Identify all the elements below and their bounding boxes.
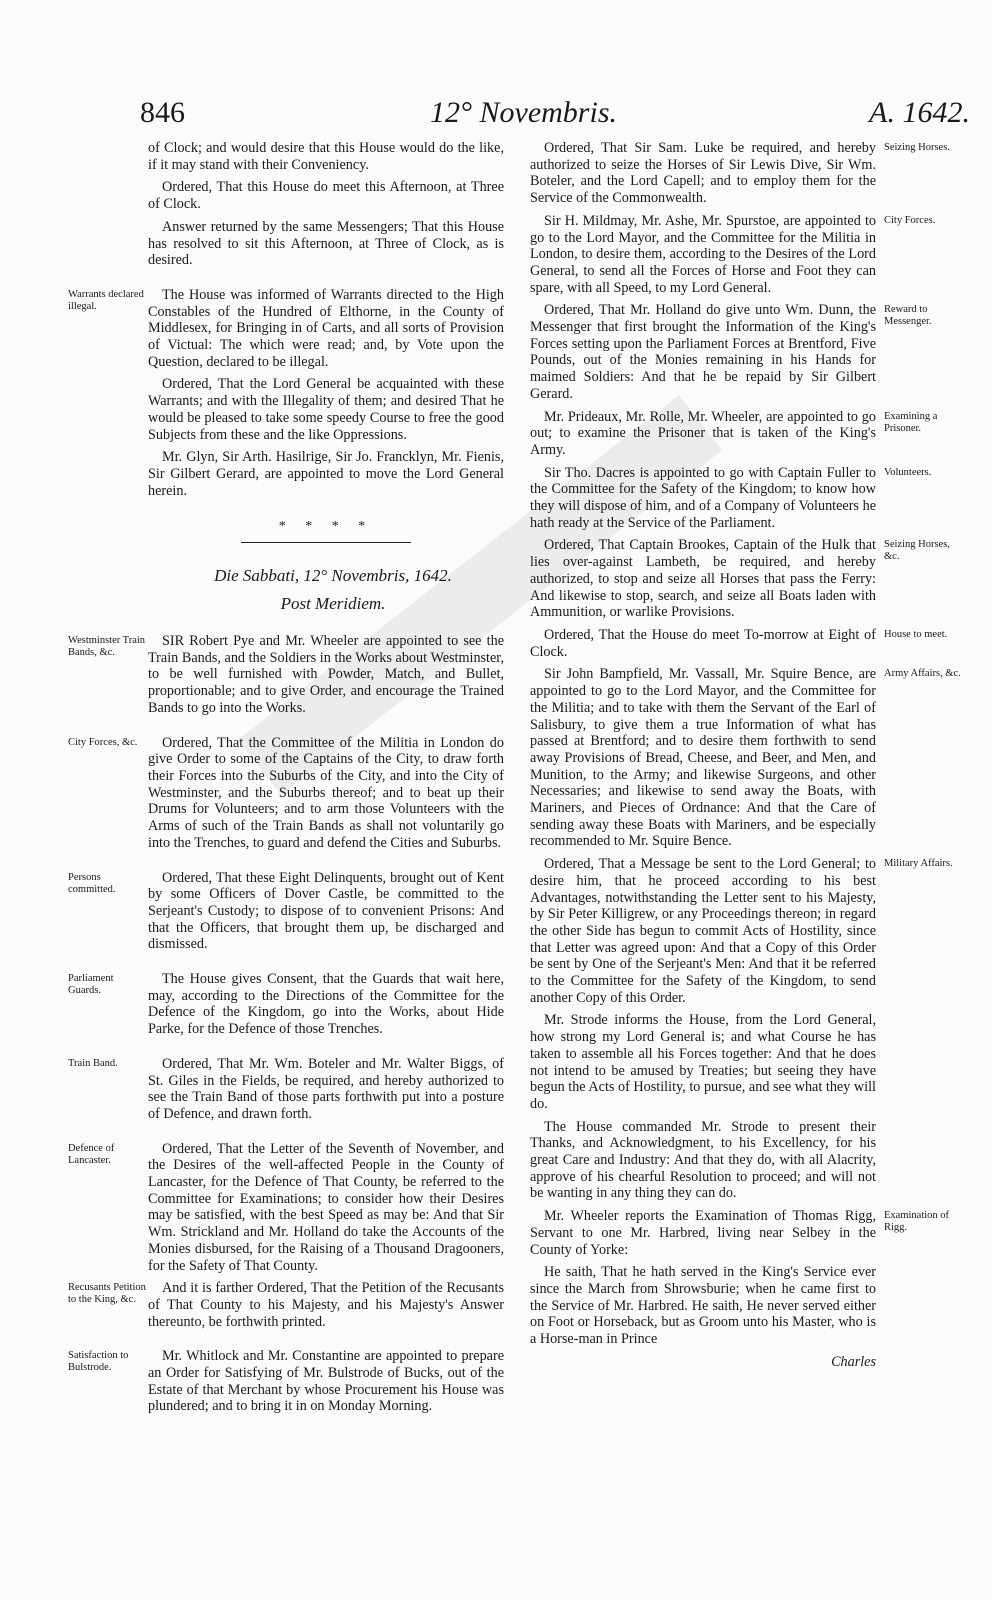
paragraph: Mr. Strode informs the House, from the Lord General, how strong my Lord General is; and what Course he has taken to assemble all his Forces together: And that he does not intend to be amused by Treaties; but seeing they have begun the Acts of Hostility, to pursue, and see what they will do. xyxy=(530,1012,876,1112)
stars-divider: * * * * xyxy=(278,519,374,535)
entry-block xyxy=(68,286,504,499)
margin-note: City Forces. xyxy=(884,214,936,226)
margin-note: Seizing Horses. xyxy=(884,142,950,153)
paragraph: Ordered, That Mr. Wm. Boteler and Mr. Walter Biggs, of St. Giles in the Fields, be required, and hereby authorized to see the Train Band of those parts forthwith put into a posture of Defence, and drawn forth. xyxy=(148,1055,504,1122)
entry-block xyxy=(530,1208,950,1348)
entry-block xyxy=(68,1140,504,1275)
margin-note: Volunteers. xyxy=(884,466,932,478)
entry-block xyxy=(530,626,948,660)
paragraph: Sir H. Mildmay, Mr. Ashe, Mr. Spurstoe, are appointed to go to the Lord Mayor, and the Committee for the Militia in London, to desire them, according to the Desires of the Lord General, to send all the Forces of Horse and Foot they can spare, with all Speed, to my Lord General. xyxy=(530,212,876,296)
paragraph: Ordered, That this House do meet this Afternoon, at Three of Clock. xyxy=(148,179,504,213)
running-head: 12° Novembris. xyxy=(430,96,617,129)
paragraph: Ordered, That a Message be sent to the Lord General; to desire him, that he proceed according to his best Advantages, notwithstanding the Letter sent to his Majesty, by Sir Peter Killigrew, or any Proceedings thereon; in regard the other Side has begun to commit Acts of Hostility, since that Letter was agreed upon: And that a Copy of this Order be sent by One of the Serjeant's Men: And that it be referred to the Committee for the Safety of the Kingdom, to send another Copy of this Order. xyxy=(530,856,876,1006)
paragraph: And it is farther Ordered, That the Petition of the Recusants of That County to his Majesty, and his Majesty's Answer thereunto, be forthwith printed. xyxy=(148,1280,504,1330)
paragraph: Mr. Wheeler reports the Examination of Thomas Rigg, Servant to one Mr. Harbred, living near Selbey in the County of Yorke: xyxy=(530,1208,876,1258)
paragraph: Ordered, That Captain Brookes, Captain of the Hulk that lies over-against Lambeth, be required, and hereby authorized, to stop and seize all Horses that pass the Ferry: And likewise to stop, search, and seize all Boats laden with Ammunition, or warlike Provisions. xyxy=(530,537,876,621)
entry-block xyxy=(530,140,950,207)
margin-note: Military Affairs. xyxy=(884,858,953,870)
paragraph: Answer returned by the same Messengers; That this House has resolved to sit this Afternoon, at Three of Clock, as is desired. xyxy=(148,218,504,269)
margin-note: Recusants Petition to the King, &c. xyxy=(68,1282,146,1306)
paragraph: The House commanded Mr. Strode to present their Thanks, and Acknowledgment, to his Excellency, for his great Care and Industry: And that they do, with all Alacrity, approve of his chearful Resolution to proceed; and will not be wanting in any thing they can do. xyxy=(530,1118,876,1202)
paragraph: SIR Robert Pye and Mr. Wheeler are appointed to see the Train Bands, and the Soldiers in the Works about Westminster, to be well furnished with Powder, Match, and Bullet, proportionable; and to give Order, and encourage the Trained Bands to go into the Works. xyxy=(148,633,504,716)
paragraph: Ordered, That these Eight Delinquents, brought out of Kent by some Officers of Dover Castle, be committed to the Serjeant's Custody; to dispose of to convenient Prisons: And that the Officers, that brought them up, be discharged and dismissed. xyxy=(148,869,504,953)
margin-note: Train Band. xyxy=(68,1057,118,1069)
margin-note: City Forces, &c. xyxy=(68,736,138,748)
margin-note: Examining a Prisoner. xyxy=(884,410,938,434)
margin-note: Westminster Train Bands, &c. xyxy=(68,635,146,659)
entry-block xyxy=(530,408,938,459)
paragraph: Ordered, That the House do meet To-morrow at Eight of Clock. xyxy=(530,626,876,660)
margin-note: Warrants declared illegal. xyxy=(68,288,144,312)
paragraph: Ordered, That Sir Sam. Luke be required, and hereby authorized to seize the Horses of Sir Lewis Dive, Sir Wm. Boteler, and the Lord Capell; and to employ them for the Service of the Commonwealth. xyxy=(530,140,876,207)
entry-block xyxy=(68,633,504,717)
paragraph: Ordered, That the Lord General be acquainted with these Warrants; and with the Illegality of them; and desired That he would be pleased to take some speedy Course to free the good Subjects from these and the like Oppressions. xyxy=(148,376,504,443)
left-column xyxy=(68,140,504,1421)
entry-block xyxy=(68,1348,504,1415)
margin-note: Parliament Guards. xyxy=(68,973,114,997)
entry-block xyxy=(530,856,953,1202)
entry-block xyxy=(68,869,504,954)
page-number: 846 xyxy=(140,96,185,129)
paragraph: of Clock; and would desire that this House would do the like, if it may stand with their Conveniency. xyxy=(148,140,504,173)
entry-block xyxy=(68,971,504,1038)
paragraph: Mr. Prideaux, Mr. Rolle, Mr. Wheeler, are appointed to go out; to examine the Prisoner that is taken of the King's Army. xyxy=(530,408,876,458)
entry-block xyxy=(530,464,932,532)
paragraph: The House was informed of Warrants directed to the High Constables of the Hundred of Elthorne, in the County of Middlesex, for Bringing in of Carts, and all sorts of Provision of Victual: The which were read; and, by Vote upon the Question, declared to be illegal. xyxy=(148,286,504,370)
margin-note: Persons committed. xyxy=(68,871,116,895)
margin-note: Seizing Horses, &c. xyxy=(884,539,950,563)
paragraph: The House gives Consent, that the Guards that wait here, may, according to the Directions of the Committee for the Defence of the Kingdom, go into the Works, about Hide Parke, for the Defence of those Trenches. xyxy=(148,971,504,1038)
margin-note: Satisfaction to Bulstrode. xyxy=(68,1350,129,1374)
right-column xyxy=(530,140,961,1371)
entry-block xyxy=(530,212,936,297)
entry-block xyxy=(530,666,961,850)
margin-note: Reward to Messenger. xyxy=(884,304,932,328)
paragraph: Ordered, That the Letter of the Seventh of November, and the Desires of the well-affected People in the County of Lancaster, for the Defence of That County, be referred to the Committee for Examinations; to consider how their Desires may be satisfied, with the best Speed as may be: And that Sir Wm. Strickland and Mr. Holland do take the Accounts of the Monies disbursed, for the Raising of a Thousand Dragooners, for the Safety of That County. xyxy=(148,1140,504,1274)
margin-note: Defence of Lancaster. xyxy=(68,1142,115,1166)
entry-block xyxy=(68,1280,504,1330)
day-heading: Die Sabbati, 12° Novembris, 1642. xyxy=(214,566,452,586)
margin-note: Examination of Rigg. xyxy=(884,1210,950,1234)
section-rule xyxy=(241,542,411,543)
margin-note: House to meet. xyxy=(884,628,948,640)
margin-note: Army Affairs, &c. xyxy=(884,668,961,680)
entry-block xyxy=(68,734,504,852)
paragraph: Ordered, That the Committee of the Militia in London do give Order to some of the Captains of the City, to draw forth their Forces into the Suburbs of the City, and into the City of Westminster, and the Suburbs thereof; and to beat up their Drums for Volunteers; and to arm those Volunteers with the Arms of such of the Train Bands as shall not voluntarily go into the Trenches, to guard and defend the Cities and Suburbs. xyxy=(148,734,504,851)
paragraph: He saith, That he hath served in the King's Service ever since the March from Shrowsburie; when he came first to the Service of Mr. Harbred. He saith, He never served either on Foot or Horseback, but as Groom unto his Master, who is a Horse-man in Prince xyxy=(530,1264,876,1348)
entry-block xyxy=(530,537,950,621)
running-year: A. 1642. xyxy=(869,96,970,129)
catchword: Charles xyxy=(831,1353,876,1370)
paragraph: Sir Tho. Dacres is appointed to go with Captain Fuller to the Committee for the Safety of the Kingdom; to know how they will dispose of him, and of a Company of Volunteers he hath ready at the Service of the Parliament. xyxy=(530,464,876,531)
paragraph: Sir John Bampfield, Mr. Vassall, Mr. Squire Bence, are appointed to go to the Lord Mayor, and the Committee for the Militia; and to take with them the Servant of the Earl of Salisbury, to give them a true Information of what has passed at Brentford; and to desire them forthwith to send away Provisions of Bread, Cheese, and Beer, and Men, and Munition, to the Army; and likewise Surgeons, and other Necessaries; and likewise to send away the Boats, with Mariners, and Pieces of Ordnance: And that the Care of sending away these Boats with Mariners, and be especially recommended to Mr. Squire Bence. xyxy=(530,666,876,850)
paragraph: Mr. Glyn, Sir Arth. Hasilrige, Sir Jo. Francklyn, Mr. Fienis, Sir Gilbert Gerard, are appointed to move the Lord General herein. xyxy=(148,449,504,499)
page-header xyxy=(140,96,970,136)
paragraph: Ordered, That Mr. Holland do give unto Wm. Dunn, the Messenger that first brought the Information of the King's Forces setting upon the Parliament Forces at Brentford, Five Pounds, out of the Monies remaining in his Hands for maimed Soldiers: And that he be repaid by Sir Gilbert Gerard. xyxy=(530,302,876,402)
entry-block xyxy=(68,1055,504,1123)
paragraph: Mr. Whitlock and Mr. Constantine are appointed to prepare an Order for Satisfying of Mr. Bulstrode of Bucks, out of the Estate of that Merchant by whose Procurement his House was plundered; and to bring it in on Monday Morning. xyxy=(148,1348,504,1415)
entry-block xyxy=(530,302,932,402)
session-heading: Post Meridiem. xyxy=(280,594,386,614)
